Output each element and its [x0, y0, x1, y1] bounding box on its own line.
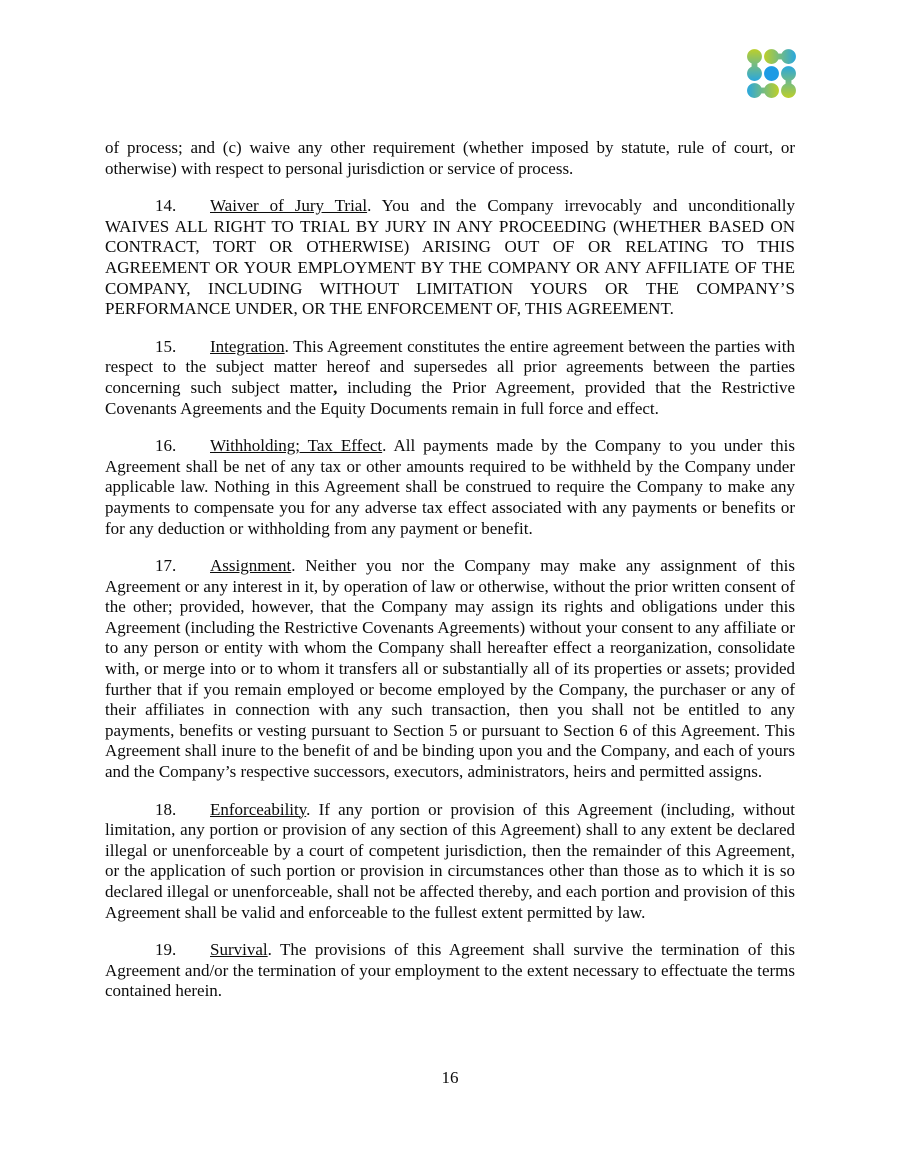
body-text: , [333, 377, 338, 397]
section-number: 16. [155, 436, 177, 456]
continuation-paragraph [105, 138, 795, 179]
body-text: . You and the Company irrevocably and unconditionally WAIVES ALL RIGHT TO TRIAL BY JURY IN ANY PROCEEDING (WHETHER BASED ON CONTRACT, TORT OR OTHERWISE) ARISING OUT OF OR RELATING TO THIS AGREEMENT OR YOUR EMPLOYMENT BY THE COMPANY OR ANY AFFILIATE OF THE COMPANY, INCLUDING WITHOUT LIMITATION YOURS OR THE COMPANY’S PERFORMANCE UNDER, OR THE ENFORCEMENT OF, THIS AGREEMENT. [105, 196, 795, 319]
section-paragraph [105, 940, 795, 1002]
body-text: of process; and (c) waive any other requirement (whether imposed by statute, rule of court, or otherwise) with respect to personal jurisdiction or service of process. [105, 138, 795, 178]
section-heading: Assignment [210, 556, 292, 576]
logo-dumbbell-bottom-horizontal [747, 83, 779, 98]
section-paragraph [105, 800, 795, 924]
section-heading: Survival [210, 940, 268, 960]
section-heading: Withholding; Tax Effect [210, 436, 383, 456]
section-paragraph [105, 556, 795, 783]
section-paragraph [105, 337, 795, 419]
section-paragraph [105, 436, 795, 539]
body-text: . This Agreement constitutes the entire agreement between the parties with respect to the subject matter hereof and supersedes all prior agreements between the parties concerning such subject matter [105, 336, 795, 397]
body-text: including the Prior Agreement, provided that the Restrictive Covenants Agreements and the Equity Documents remain in full force and effect. [105, 377, 795, 418]
dots-grid-logo-icon [746, 47, 797, 100]
document-body [105, 138, 795, 1019]
body-text: . Neither you nor the Company may make any assignment of this Agreement or any interest in it, by operation of law or otherwise, without the prior written consent of the other; provided, however, that the Company may assign its rights and obligations under this Agreement (including the Restrictive Covenants Agreements) without your consent to any affiliate or to any person or entity with whom the Company shall hereafter effect a reorganization, consolidate with, or merge into or to whom it transfers all or substantially all of its properties or assets; provided further that if you remain employed or become employed by the Company, the purchaser or any of their affiliates in connection with any such transaction, then you shall not be entitled to any payments, benefits or vesting pursuant to Section 5 or pursuant to Section 6 of this Agreement. This Agreement shall inure to the benefit of and be binding upon you and the Company, and each of yours and the Company’s respective successors, executors, administrators, heirs and permitted assigns. [105, 556, 795, 782]
section-number: 15. [155, 336, 177, 356]
logo-dumbbell-right-vertical [781, 66, 796, 98]
body-text: . The provisions of this Agreement shall survive the termination of this Agreement and/or the termination of your employment to the extent necessary to effectuate the terms contained herein. [105, 940, 795, 1001]
section-number: 19. [155, 940, 177, 960]
section-number: 17. [155, 556, 177, 576]
body-text: . All payments made by the Company to you under this Agreement shall be net of any tax or other amounts required to be withheld by the Company under applicable law. Nothing in this Agreement shall be construed to require the Company to make any payments to compensate you for any adverse tax effect associated with any payments or benefits or for any deduction or withholding from any payment or benefit. [105, 436, 795, 538]
section-heading: Enforceability [210, 799, 307, 819]
section-number: 18. [155, 799, 177, 819]
logo-dumbbell-top-left-vertical [747, 49, 762, 81]
section-paragraph [105, 196, 795, 320]
section-heading: Integration [210, 336, 285, 356]
logo-dumbbell-top-horizontal [764, 49, 796, 64]
logo-center-dot [764, 66, 779, 81]
section-number: 14. [155, 196, 177, 216]
body-text: . If any portion or provision of this Agreement (including, without limitation, any portion or provision of any section of this Agreement) shall to any extent be declared illegal or unenforceable by a court of competent jurisdiction, then the remainder of this Agreement, or the application of such portion or provision in circumstances other than those as to which it is so declared illegal or unenforceable, shall not be affected thereby, and each portion and provision of this Agreement shall be valid and enforceable to the fullest extent permitted by law. [105, 799, 795, 922]
section-heading: Waiver of Jury Trial [210, 196, 368, 216]
page-number: 16 [441, 1068, 459, 1087]
